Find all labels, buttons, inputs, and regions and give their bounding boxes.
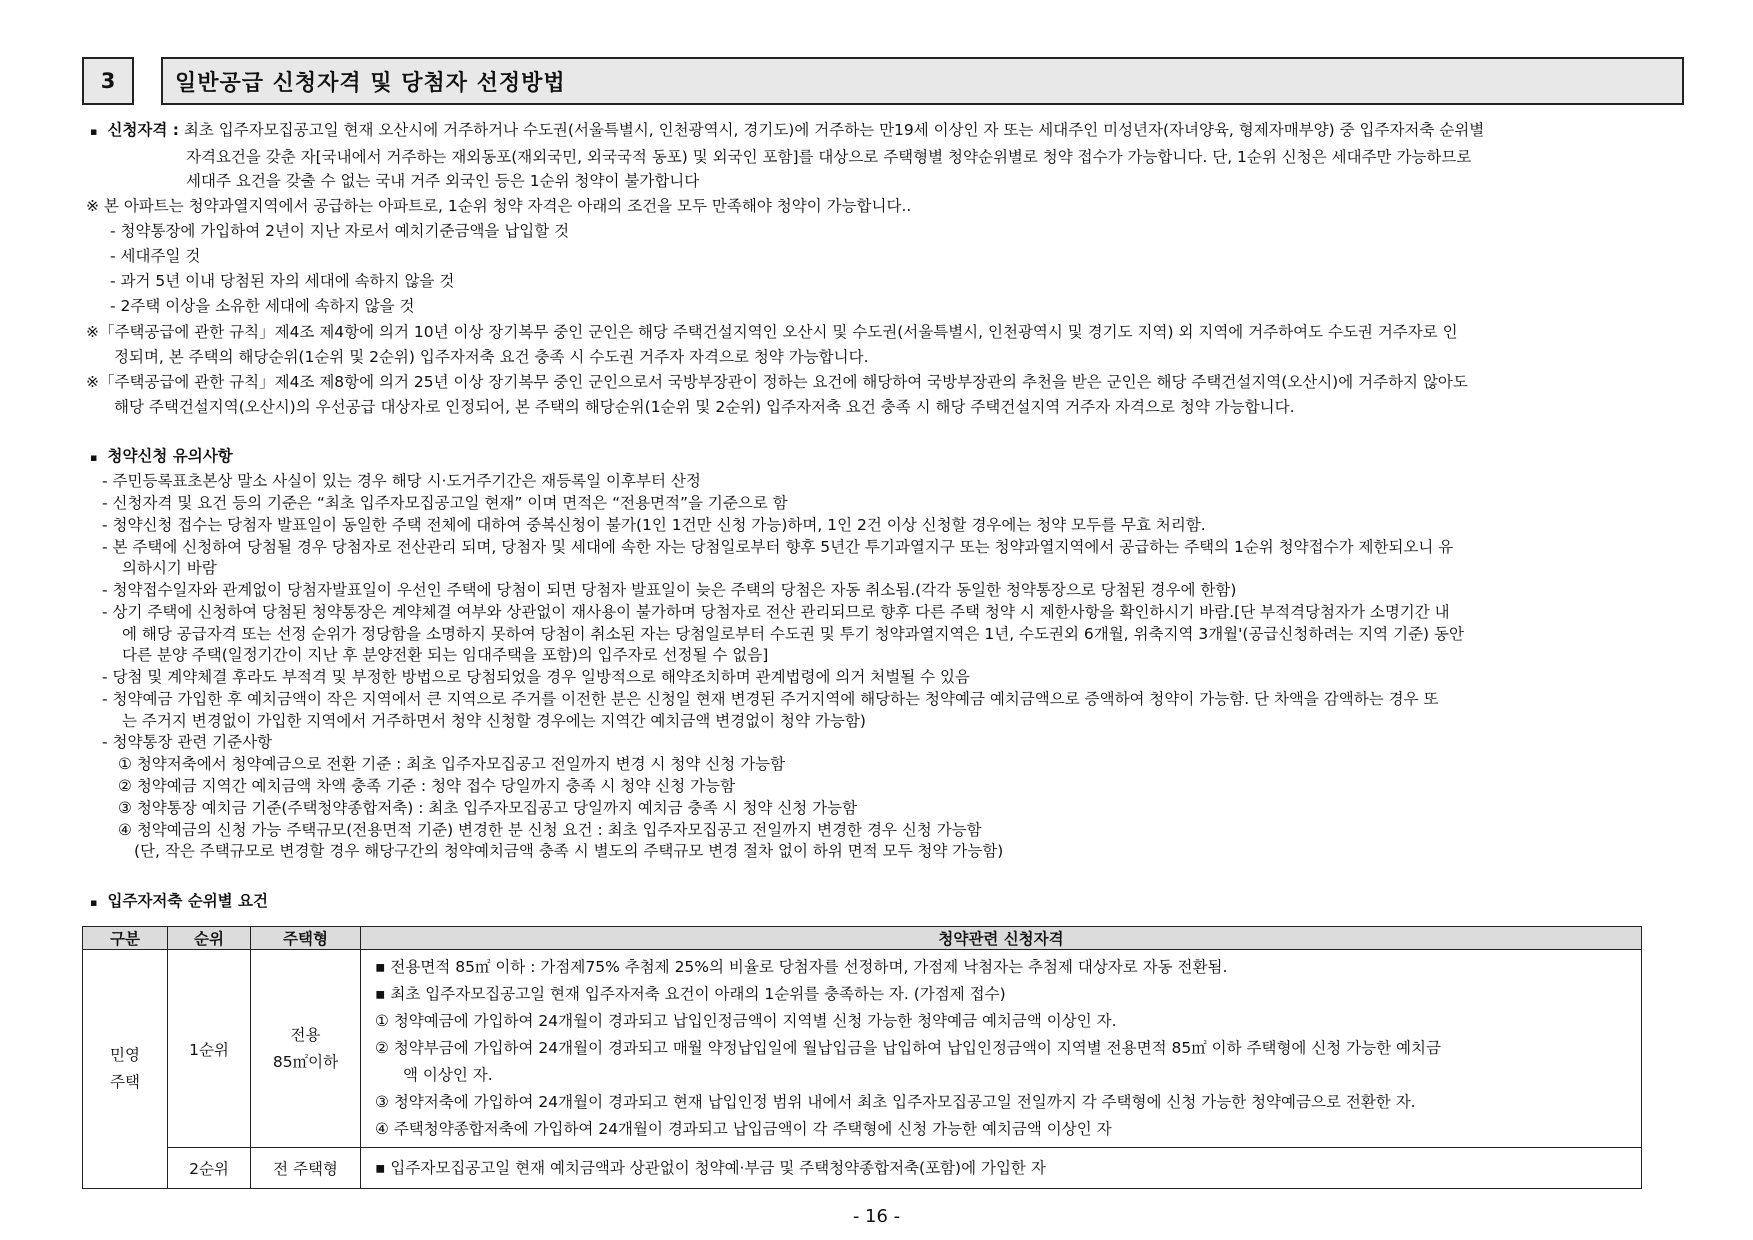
note-line: ※「주택공급에 관한 규칙」제4조 제8항에 의거 25년 이상 장기복무 중인 군인으로서 국방부장관이 정하는 요건에 해당하여 국방부장관의 추천을 받은 군인은 해당 주택건설지역(오산시)에 거주하지 않아도 — [86, 373, 1468, 391]
eligibility-text: 최초 입주자모집공고일 현재 오산시에 거주하거나 수도권(서울특별시, 인천광역시, 경기도)에 거주하는 만19세 이상인 자 또는 세대주인 미성년자(자녀양육, 형제자매부양) 중 입주자저축 순위별 — [183, 121, 1485, 139]
type-line: 85㎡이하 — [272, 1052, 339, 1071]
type-line: 전용 — [290, 1025, 321, 1044]
rank-cell: 2순위 — [168, 1148, 251, 1189]
table-header-cell: 구분 — [83, 927, 168, 950]
caution-line: (단, 작은 주택규모로 변경할 경우 해당구간의 청약예치금액 충족 시 별도의 주택규모 변경 절차 없이 하위 면적 모두 청약 가능함) — [134, 842, 1004, 860]
square-bullet-icon: ▪ — [90, 896, 98, 909]
caution-line: ① 청약저축에서 청약예금으로 전환 기준 : 최초 입주자모집공고 전일까지 변경 시 청약 신청 가능함 — [118, 755, 786, 773]
requirement-line: 액 이상인 자. — [403, 1066, 493, 1084]
ranking-heading — [90, 891, 268, 913]
category-line: 민영 — [110, 1046, 140, 1064]
caution-line: 의하시기 바람 — [122, 559, 217, 577]
type-cell — [251, 950, 361, 1148]
caution-line: 다른 분양 주택(일정기간이 지난 후 분양전환 되는 임대주택을 포함)의 입주자로 선정될 수 없음] — [122, 646, 769, 664]
table-header-cell: 주택형 — [251, 927, 361, 950]
caution-line: ③ 청약통장 예치금 기준(주택청약종합저축) : 최초 입주자모집공고 당일까지 예치금 충족 시 청약 신청 가능함 — [118, 799, 858, 817]
requirement-line: ▪ 전용면적 85㎡ 이하 : 가점제75% 추첨제 25%의 비율로 당첨자를 선정하며, 가점제 낙첨자는 추첨제 대상자로 자동 전환됨. — [375, 958, 1228, 976]
caution-line: - 본 주택에 신청하여 당첨될 경우 당첨자로 전산관리 되며, 당첨자 및 세대에 속한 자는 당첨일로부터 향후 5년간 투기과열지구 또는 청약과열지역에서 공급하는 주택의 1순위 청약접수가 제한되오니 유 — [102, 538, 1454, 556]
page-number: - 16 - — [852, 1206, 901, 1227]
caution-line: - 신청자격 및 요건 등의 기준은 “최초 입주자모집공고일 현재” 이며 면적은 “전용면적”을 기준으로 함 — [102, 494, 788, 512]
ranking-title: 입주자저축 순위별 요건 — [107, 892, 268, 910]
ranking-table — [82, 926, 1642, 1189]
caution-line: - 주민등록표초본상 말소 사실이 있는 경우 해당 시·도거주기간은 재등록일 이후부터 산정 — [102, 472, 701, 490]
requirement-line: ③ 청약저축에 가입하여 24개월이 경과되고 현재 납입인정 범위 내에서 최초 입주자모집공고일 전일까지 각 주택형에 신청 가능한 청약예금으로 전환한 자. — [375, 1093, 1416, 1111]
caution-line: - 청약신청 접수는 당첨자 발표일이 동일한 주택 전체에 대하여 중복신청이 불가(1인 1건만 신청 가능)하며, 1인 2건 이상 신청할 경우에는 청약 모두를 무효 처리함. — [102, 516, 1206, 534]
caution-line: ④ 청약예금의 신청 가능 주택규모(전용면적 기준) 변경한 분 신청 요건 : 최초 입주자모집공고 전일까지 변경한 경우 신청 가능함 — [118, 821, 982, 839]
category-line: 주택 — [110, 1073, 140, 1091]
table-header-row — [83, 927, 1642, 950]
requirement-line: ① 청약예금에 가입하여 24개월이 경과되고 납입인정금액이 지역별 신청 가능한 청약예금 예치금액 이상인 자. — [375, 1012, 1117, 1030]
eligibility-line-2: 자격요건을 갖춘 자[국내에서 거주하는 재외동포(재외국민, 외국국적 동포) 및 외국인 포함]를 대상으로 주택형별 청약순위별로 청약 접수가 가능합니다. 단, 1순위 신청은 세대주만 가능하므로 — [186, 148, 1472, 166]
requirement-line: ▪ 입주자모집공고일 현재 예치금액과 상관없이 청약예·부금 및 주택청약종합저축(포함)에 가입한 자 — [375, 1158, 1046, 1177]
requirement-line: ④ 주택청약종합저축에 가입하여 24개월이 경과되고 납입금액이 각 주택형에 신청 가능한 예치금액 이상인 자 — [375, 1120, 1112, 1138]
caution-line: - 상기 주택에 신청하여 당첨된 청약통장은 계약체결 여부와 상관없이 재사용이 불가하며 당첨자로 전산 관리되므로 향후 다른 주택 청약 시 제한사항을 확인하시기 바람.[단 부적격당첨자가 소명기간 내 — [102, 603, 1450, 621]
note-line: - 세대주일 것 — [110, 247, 201, 265]
caution-line: - 청약예금 가입한 후 예치금액이 작은 지역에서 큰 지역으로 주거를 이전한 분은 신청일 현재 변경된 주거지역에 해당하는 청약예금 예치금액으로 증액하여 청약이 가능함. 단 차액을 감액하는 경우 또 — [102, 690, 1439, 708]
table-row — [83, 1148, 1642, 1189]
cautions-title: 청약신청 유의사항 — [107, 447, 233, 465]
eligibility-line-1 — [90, 120, 1484, 142]
note-line: ※「주택공급에 관한 규칙」제4조 제4항에 의거 10년 이상 장기복무 중인 군인은 해당 주택건설지역인 오산시 및 수도권(서울특별시, 인천광역시 및 경기도 지역) 외 지역에 거주하여도 수도권 거주자로 인 — [86, 323, 1458, 341]
requirement-line: ② 청약부금에 가입하여 24개월이 경과되고 매월 약정납입일에 월납입금을 납입하여 납입인정금액이 지역별 전용면적 85㎡ 이하 주택형에 신청 가능한 예치금 — [375, 1039, 1441, 1057]
section-title: 일반공급 신청자격 및 당첨자 선정방법 — [161, 57, 1684, 105]
note-line: - 청약통장에 가입하여 2년이 지난 자로서 예치기준금액을 납입할 것 — [110, 222, 570, 240]
section-number: 3 — [82, 57, 134, 105]
note-line: ※ 본 아파트는 청약과열지역에서 공급하는 아파트로, 1순위 청약 자격은 아래의 조건을 모두 만족해야 청약이 가능합니다.. — [86, 197, 912, 215]
eligibility-line-3: 세대주 요건을 갖출 수 없는 국내 거주 외국인 등은 1순위 청약이 불가합니다 — [186, 172, 700, 190]
caution-line: ② 청약예금 지역간 예치금액 차액 충족 기준 : 청약 접수 당일까지 충족 시 청약 신청 가능함 — [118, 777, 736, 795]
caution-line: - 청약통장 관련 기준사항 — [102, 733, 273, 751]
cautions-heading — [90, 446, 233, 468]
table-row — [83, 950, 1642, 1148]
requirement-cell — [361, 1148, 1642, 1189]
note-line: - 2주택 이상을 소유한 세대에 속하지 않을 것 — [110, 297, 415, 315]
requirement-line: ▪ 최초 입주자모집공고일 현재 입주자저축 요건이 아래의 1순위를 충족하는 자. (가점제 접수) — [375, 985, 1006, 1003]
eligibility-label: 신청자격 : — [107, 121, 179, 139]
caution-line: 에 해당 공급자격 또는 선정 순위가 정당함을 소명하지 못하여 당첨이 취소된 자는 당첨일로부터 수도권 및 투기 청약과열지역은 1년, 수도권외 6개월, 위축지역 3개월'(공급신청하려는 지역 기준) 동안 — [122, 625, 1464, 643]
note-line: 정되며, 본 주택의 해당순위(1순위 및 2순위) 입주자저축 요건 충족 시 수도권 거주자 자격으로 청약 가능합니다. — [114, 348, 869, 366]
table-header-cell: 청약관련 신청자격 — [361, 927, 1642, 950]
note-line: 해당 주택건설지역(오산시)의 우선공급 대상자로 인정되어, 본 주택의 해당순위(1순위 및 2순위) 입주자저축 요건 충족 시 해당 주택건설지역 거주자 자격으로 청약 가능합니다. — [114, 398, 1295, 416]
requirement-cell — [361, 950, 1642, 1148]
caution-line: 는 주거지 변경없이 가입한 지역에서 거주하면서 청약 신청할 경우에는 지역간 예치금액 변경없이 청약 가능함) — [122, 712, 866, 730]
table-header-cell: 순위 — [168, 927, 251, 950]
type-cell: 전 주택형 — [251, 1148, 361, 1189]
square-bullet-icon: ▪ — [90, 451, 98, 464]
category-cell — [83, 950, 168, 1189]
note-line: - 과거 5년 이내 당첨된 자의 세대에 속하지 않을 것 — [110, 272, 455, 290]
caution-line: - 청약접수일자와 관계없이 당첨자발표일이 우선인 주택에 당첨이 되면 당첨자 발표일이 늦은 주택의 당첨은 자동 취소됨.(각각 동일한 청약통장으로 당첨된 경우에 한함) — [102, 581, 1237, 599]
caution-line: - 당첨 및 계약체결 후라도 부적격 및 부정한 방법으로 당첨되었을 경우 일방적으로 해약조치하며 관계법령에 의거 처벌될 수 있음 — [102, 668, 970, 686]
square-bullet-icon: ▪ — [90, 125, 98, 138]
rank-cell: 1순위 — [168, 950, 251, 1148]
